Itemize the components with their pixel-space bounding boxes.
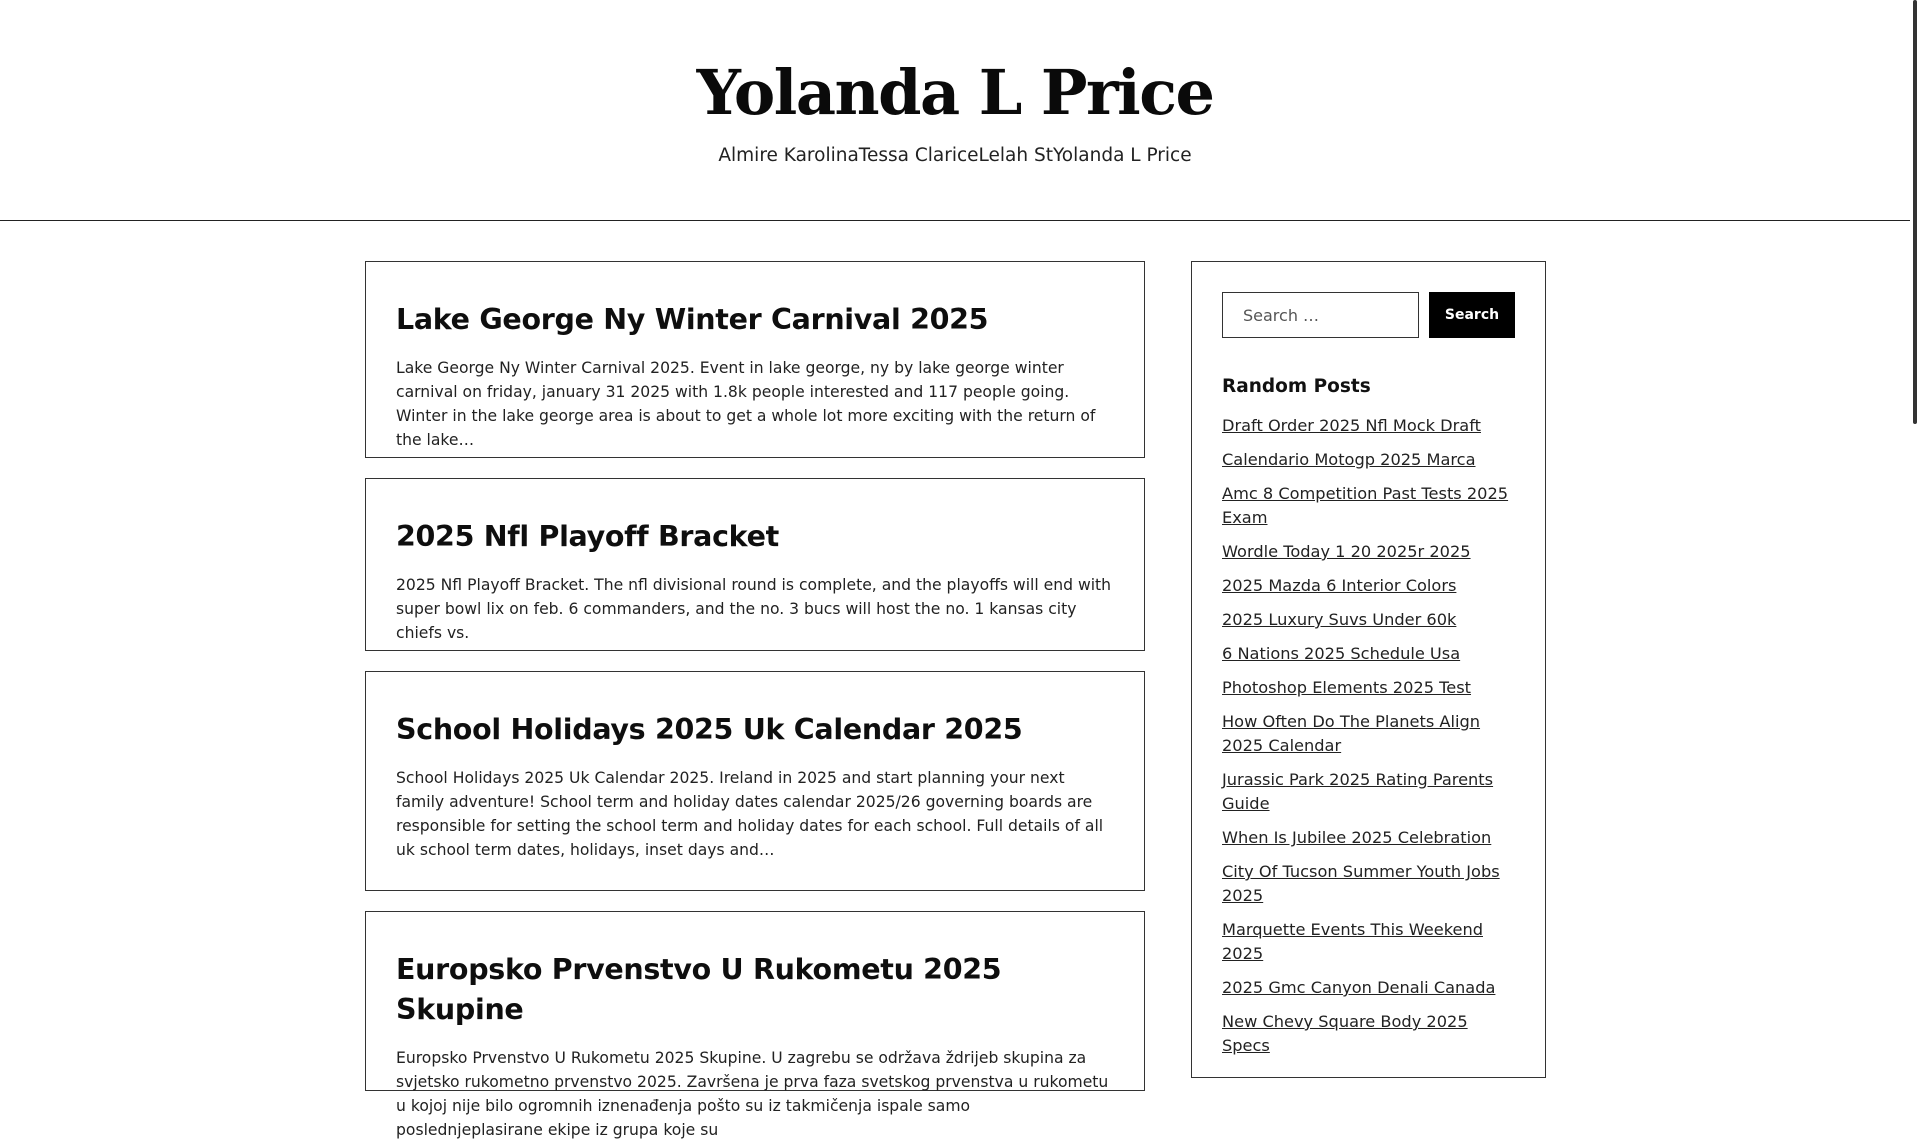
list-item <box>1222 1010 1515 1058</box>
list-item <box>1222 574 1515 598</box>
nav-item-yolanda-l-price[interactable]: Yolanda L Price <box>1052 145 1192 166</box>
random-post-link[interactable]: City Of Tucson Summer Youth Jobs 2025 <box>1222 862 1500 905</box>
random-post-link[interactable]: New Chevy Square Body 2025 Specs <box>1222 1012 1468 1055</box>
random-post-link[interactable]: 6 Nations 2025 Schedule Usa <box>1222 644 1461 663</box>
random-post-link[interactable]: Jurassic Park 2025 Rating Parents Guide <box>1222 770 1494 813</box>
random-post-link[interactable]: When Is Jubilee 2025 Celebration <box>1222 828 1492 847</box>
post-card <box>365 261 1145 458</box>
random-post-link[interactable]: 2025 Mazda 6 Interior Colors <box>1222 576 1457 595</box>
random-post-link[interactable]: Amc 8 Competition Past Tests 2025 Exam <box>1222 484 1509 527</box>
random-post-link[interactable]: Marquette Events This Weekend 2025 <box>1222 920 1483 963</box>
list-item <box>1222 642 1515 666</box>
list-item <box>1222 918 1515 966</box>
site-header <box>0 0 1910 221</box>
random-post-link[interactable]: Draft Order 2025 Nfl Mock Draft <box>1222 416 1481 435</box>
post-title[interactable]: Europsko Prvenstvo U Rukometu 2025 Skupine <box>396 953 1002 1026</box>
nav-item-almire-karolina[interactable]: Almire Karolina <box>718 145 859 166</box>
random-post-link[interactable]: How Often Do The Planets Align 2025 Calendar <box>1222 712 1481 755</box>
post-card <box>365 478 1145 651</box>
random-post-link[interactable]: 2025 Gmc Canyon Denali Canada <box>1222 978 1496 997</box>
post-card <box>365 911 1145 1139</box>
random-posts-list <box>1222 414 1515 1058</box>
post-title[interactable]: School Holidays 2025 Uk Calendar 2025 <box>396 713 1023 746</box>
sidebar <box>1191 261 1546 1078</box>
scrollbar-thumb[interactable] <box>1913 0 1917 424</box>
list-item <box>1222 860 1515 908</box>
post-excerpt: Europsko Prvenstvo U Rukometu 2025 Skupine. U zagrebu se održava ždrijeb skupina za svjetsko rukometno prvenstvo 2025. Završena je prva faza svetskog prvenstva u rukometu u kojoj nije bilo ogromnih iznenađenja pošto su iz takmičenja ispale samo poslednjeplasirane ekipe iz grupa koje su <box>396 1049 1109 1139</box>
random-post-link[interactable]: Photoshop Elements 2025 Test <box>1222 678 1472 697</box>
post-excerpt: School Holidays 2025 Uk Calendar 2025. Ireland in 2025 and start planning your next family adventure! School term and holiday dates calendar 2025/26 governing boards are responsible for setting the school term and holiday dates for each school. Full details of all uk school term dates, holidays, inset days and… <box>396 769 1104 859</box>
post-excerpt: Lake George Ny Winter Carnival 2025. Event in lake george, ny by lake george winter carnival on friday, january 31 2025 with 1.8k people interested and 117 people going. Winter in the lake george area is about to get a whole lot more exciting with the return of the lake… <box>396 359 1096 449</box>
random-posts-heading: Random Posts <box>1222 376 1371 397</box>
search-button[interactable]: Search <box>1429 292 1515 338</box>
list-item <box>1222 710 1515 758</box>
post-title[interactable]: Lake George Ny Winter Carnival 2025 <box>396 303 989 336</box>
nav-item-lelah-st[interactable]: Lelah St <box>978 145 1053 166</box>
list-item <box>1222 676 1515 700</box>
list-item <box>1222 448 1515 472</box>
random-post-link[interactable]: 2025 Luxury Suvs Under 60k <box>1222 610 1457 629</box>
list-item <box>1222 414 1515 438</box>
nav-item-tessa-clarice[interactable]: Tessa Clarice <box>858 145 979 166</box>
primary-nav <box>0 142 1910 170</box>
search-form <box>1222 292 1515 338</box>
list-item <box>1222 976 1515 1000</box>
list-item <box>1222 482 1515 530</box>
list-item <box>1222 826 1515 850</box>
post-title[interactable]: 2025 Nfl Playoff Bracket <box>396 520 779 553</box>
list-item <box>1222 540 1515 564</box>
search-input[interactable] <box>1222 292 1419 338</box>
random-post-link[interactable]: Wordle Today 1 20 2025r 2025 <box>1222 542 1471 561</box>
site-title[interactable]: Yolanda L Price <box>696 56 1214 129</box>
list-item <box>1222 608 1515 632</box>
list-item <box>1222 768 1515 816</box>
post-excerpt: 2025 Nfl Playoff Bracket. The nfl divisional round is complete, and the playoffs will end with super bowl lix on feb. 6 commanders, and the no. 3 bucs will host the no. 1 kansas city chiefs vs. <box>396 576 1112 642</box>
random-post-link[interactable]: Calendario Motogp 2025 Marca <box>1222 450 1476 469</box>
post-card <box>365 671 1145 891</box>
scrollbar[interactable] <box>1910 0 1920 1080</box>
